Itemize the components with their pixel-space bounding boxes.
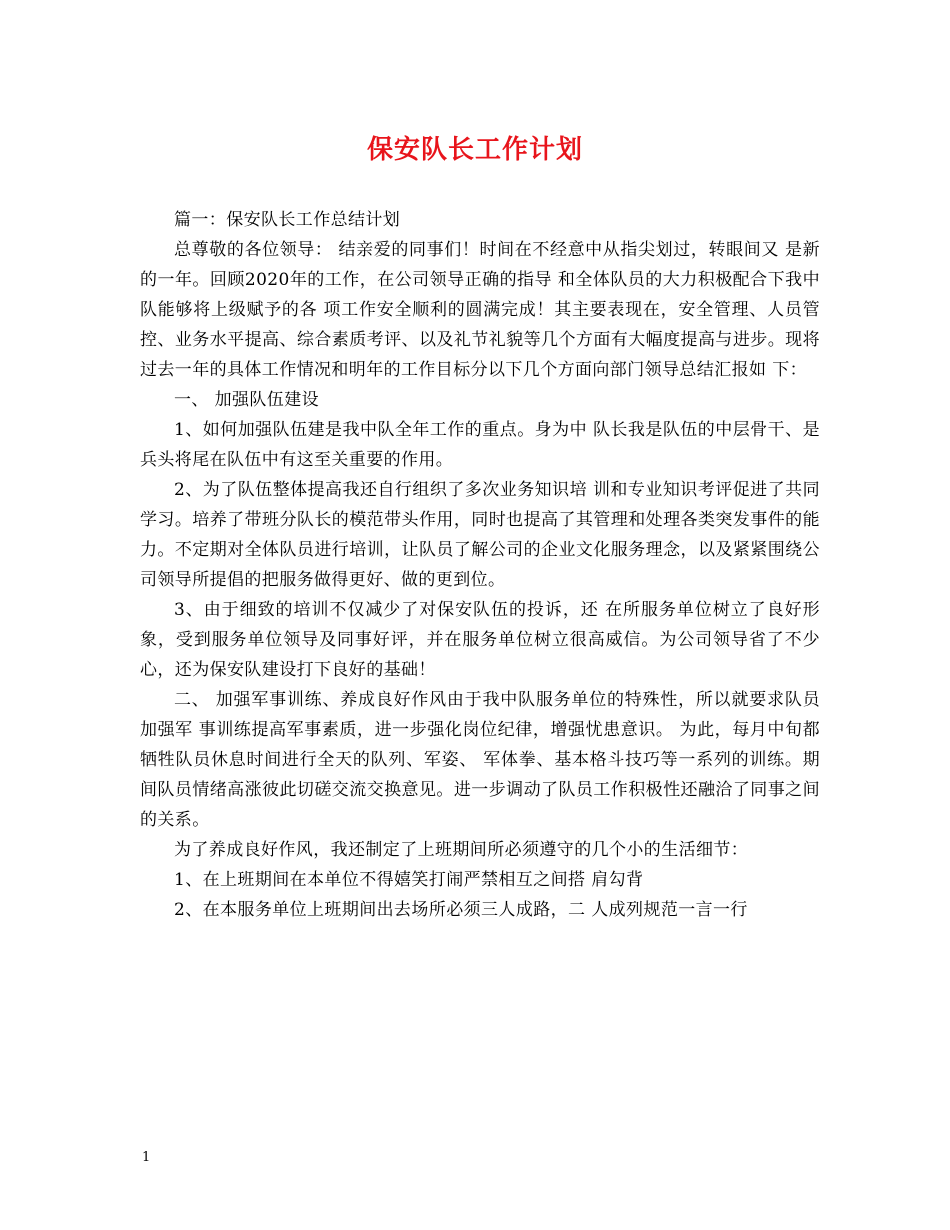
paragraph-section-2: 二、 加强军事训练、养成良好作风由于我中队服务单位的特殊性，所以就要求队员加强军 事训练提高军事素质，进一步强化岗位纪律，增强忧患意识。 为此，每月中旬都牺牲队员休息时间进行全天的队列、军姿、 军体拳、基本格斗技巧等一系列的训练。期间队员情绪高涨彼此切磋交流交换意见。进一步调动了队员工作积极性还融洽了同事之间的关系。 — [140, 690, 820, 830]
document-body — [140, 205, 820, 925]
document-title: 保安队长工作计划 — [366, 135, 583, 165]
paragraph-item-2: 2、为了队伍整体提高我还自行组织了多次业务知识培 训和专业知识考评促进了共同学习。培养了带班分队长的模范带头作用，同时也提高了其管理和处理各类突发事件的能力。不定期对全体队员进行培训，让队员了解公司的企业文化服务理念，以及紧紧围绕公司领导所提倡的把服务做得更好、做的更到位。 — [140, 480, 820, 590]
paragraph-rule-1: 1、在上班期间在本单位不得嬉笑打闹严禁相互之间搭 肩勾背 — [174, 870, 644, 890]
section-heading: 篇一：保安队长工作总结计划 — [174, 210, 401, 230]
paragraph-item-1: 1、如何加强队伍建是我中队全年工作的重点。身为中 队长我是队伍的中层骨干、是兵头将尾在队伍中有这至关重要的作用。 — [140, 420, 820, 470]
paragraph-habits-intro: 为了养成良好作风，我还制定了上班期间所必须遵守的几个小的生活细节： — [174, 840, 749, 860]
paragraph-item-3: 3、由于细致的培训不仅减少了对保安队伍的投诉，还 在所服务单位树立了良好形象，受到服务单位领导及同事好评，并在服务单位树立很高威信。为公司领导省了不少心，还为保安队建设打下良好的基础！ — [140, 600, 820, 680]
paragraph-intro: 总尊敬的各位领导： 结亲爱的同事们！时间在不经意中从指尖划过，转眼间又 是新的一年。回顾2020年的工作，在公司领导正确的指导 和全体队员的大力积极配合下我中队能够将上级赋予的各 项工作安全顺利的圆满完成！其主要表现在，安全管理、人员管控、业务水平提高、综合素质考评、以及礼节礼貌等几个方面有大幅度提高与进步。现将过去一年的具体工作情况和明年的工作目标分以下几个方面向部门领导总结汇报如 下： — [140, 240, 820, 380]
section-heading-1: 一、 加强队伍建设 — [174, 390, 320, 410]
page-number: 1 — [142, 1150, 151, 1165]
paragraph-rule-2: 2、在本服务单位上班期间出去场所必须三人成路，二 人成列规范一言一行 — [174, 900, 748, 920]
